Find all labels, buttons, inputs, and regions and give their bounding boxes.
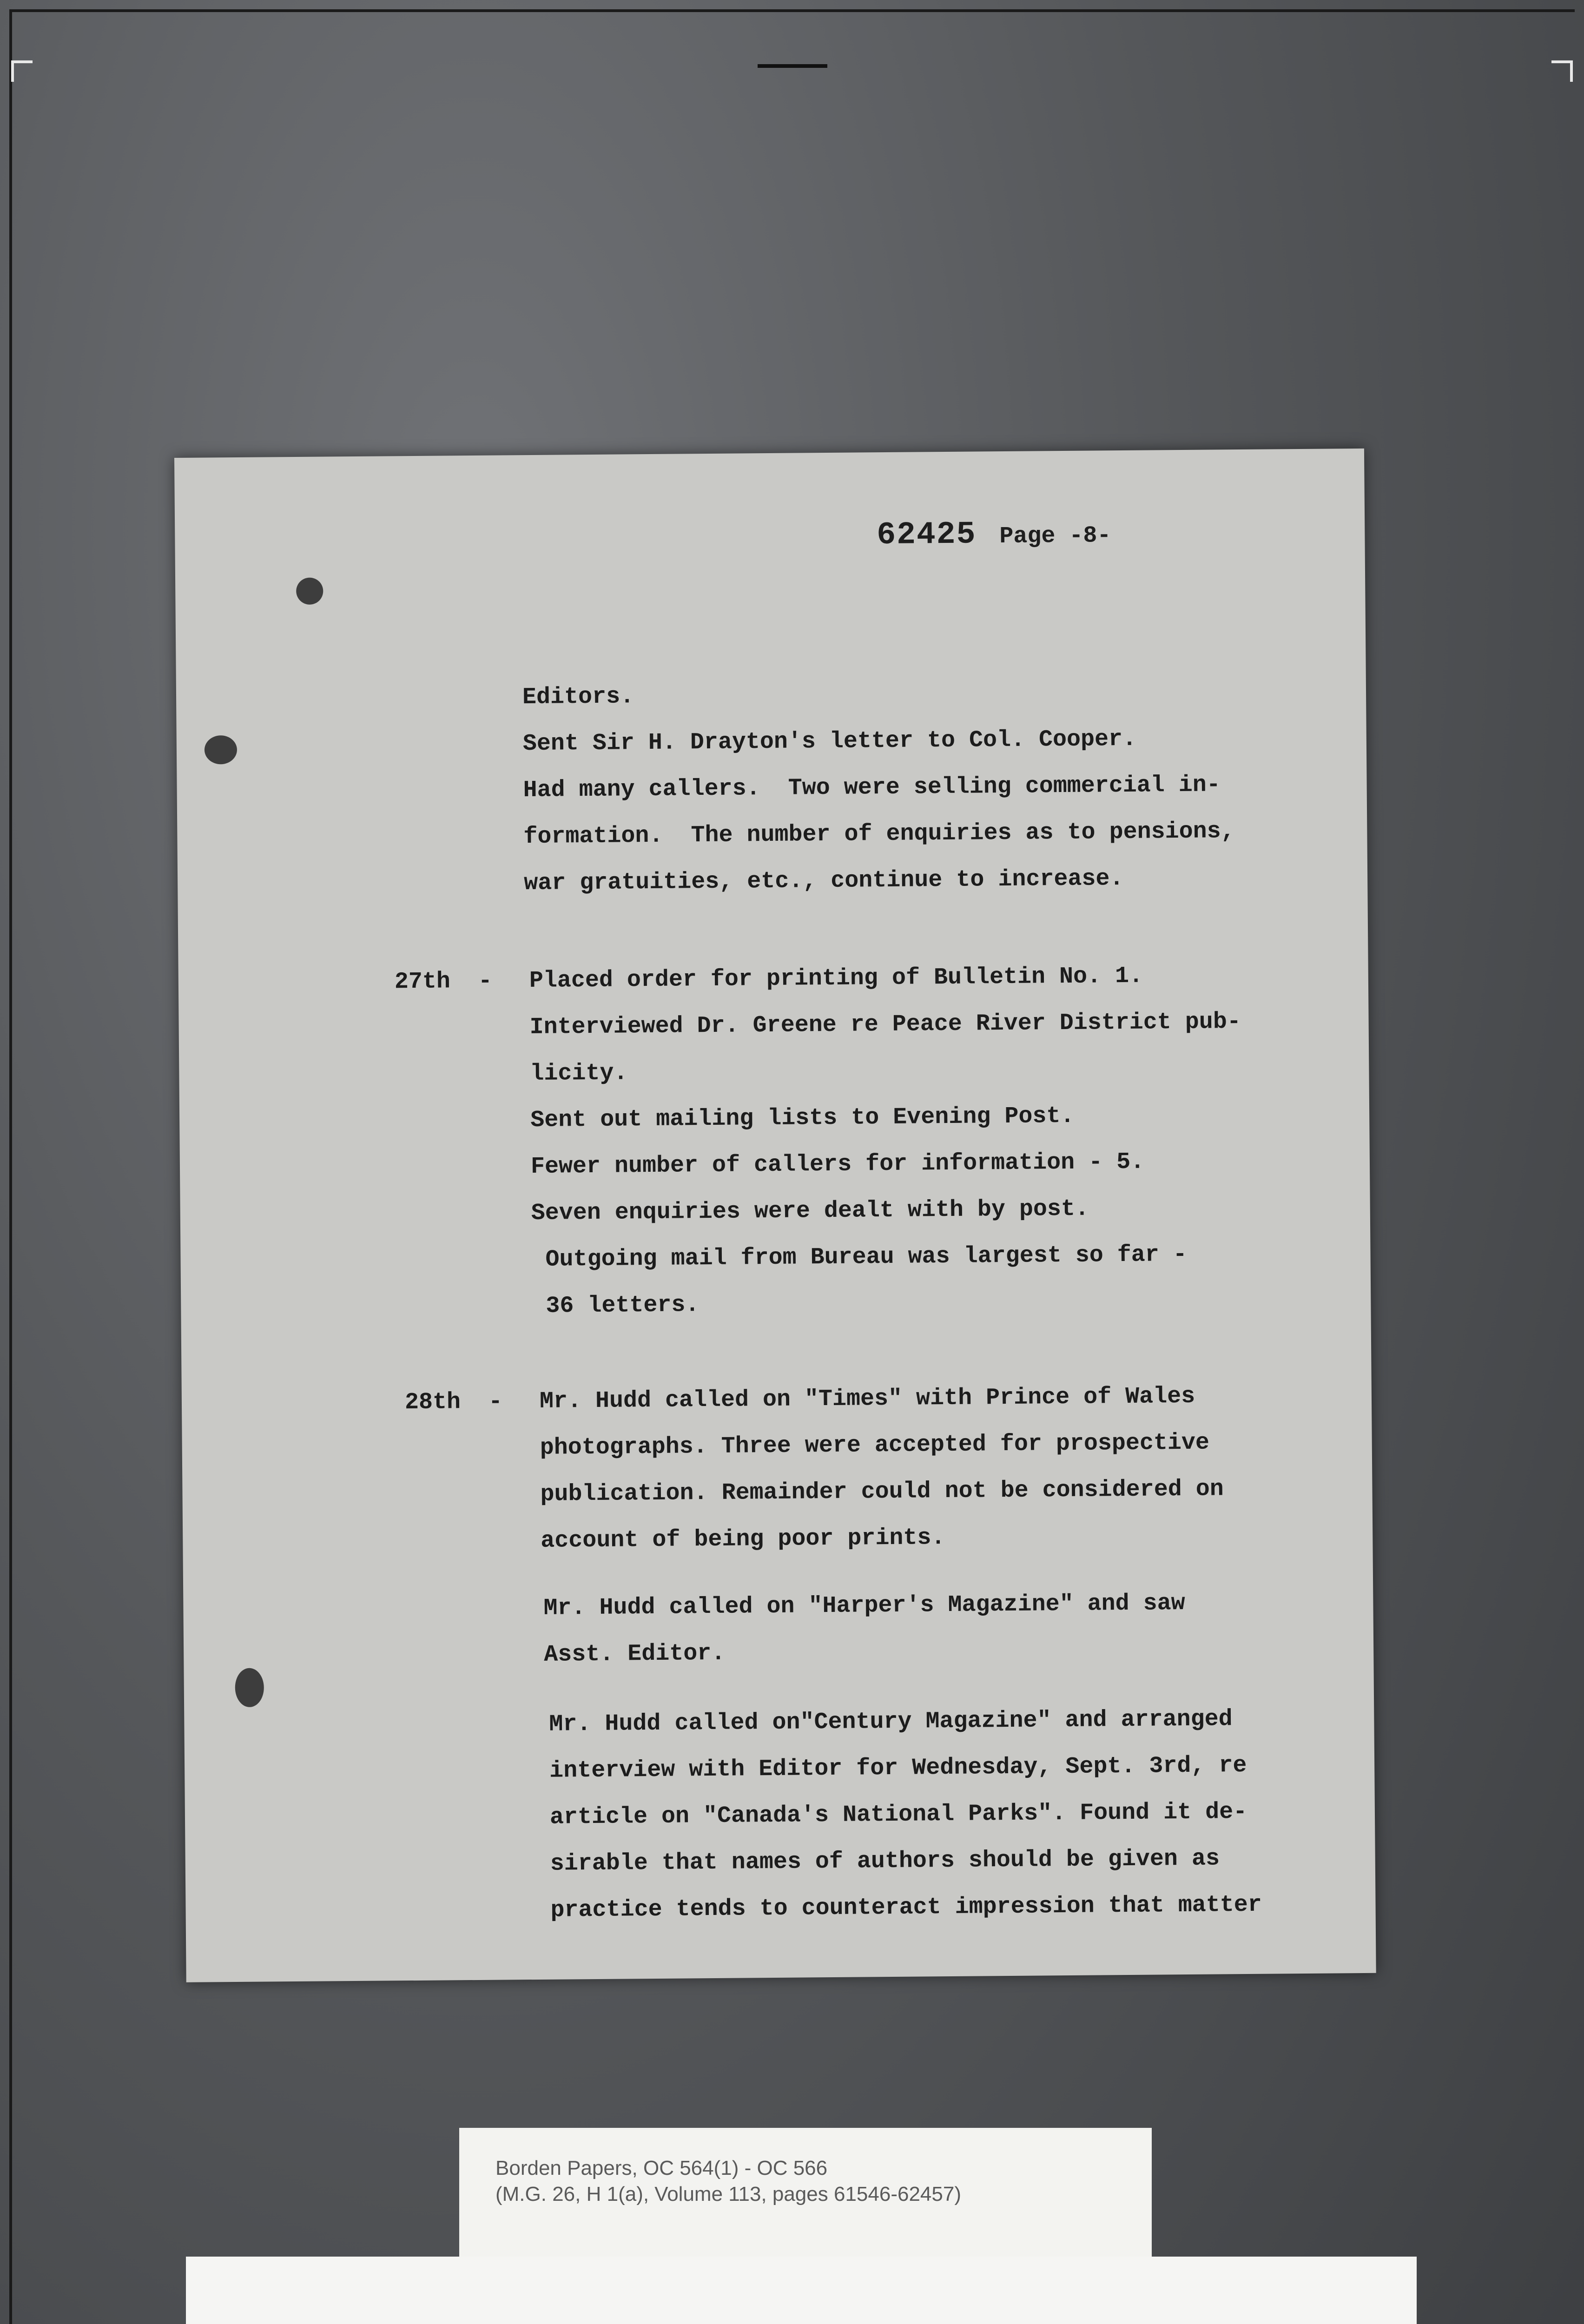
page-header <box>877 515 1111 553</box>
body-line: Sent Sir H. Drayton's letter to Col. Cooper. <box>522 726 1137 758</box>
body-line: article on "Canada's National Parks". Found it de- <box>549 1798 1247 1831</box>
crop-mark-top-left <box>11 60 33 82</box>
body-line: Outgoing mail from Bureau was largest so far - <box>531 1241 1187 1274</box>
body-line: publication. Remainder could not be considered on <box>540 1476 1224 1508</box>
reference-line-2: (M.G. 26, H 1(a), Volume 113, pages 61546-62457) <box>495 2183 961 2205</box>
body-line: war gratuities, etc., continue to increase. <box>523 865 1124 897</box>
body-line: photographs. Three were accepted for prospective <box>540 1429 1210 1461</box>
body-line: Placed order for printing of Bulletin No. 1. <box>529 963 1143 995</box>
body-line: Mr. Hudd called on "Harper's Magazine" and saw <box>543 1590 1185 1622</box>
body-line: Interviewed Dr. Greene re Peace River District pub- <box>529 1009 1241 1041</box>
reference-card <box>459 2128 1152 2272</box>
body-line: Seven enquiries were dealt with by post. <box>531 1195 1089 1227</box>
body-line: licity. <box>530 1060 628 1088</box>
entry-date: 27th - <box>394 968 493 996</box>
page-number-label: Page -8- <box>999 522 1111 550</box>
typed-page <box>174 449 1376 1982</box>
document-number: 62425 <box>877 516 977 554</box>
body-line: sirable that names of authors should be given as <box>550 1845 1220 1877</box>
archives-stamp <box>186 2257 1417 2324</box>
body-line: Sent out mailing lists to Evening Post. <box>530 1103 1075 1134</box>
reference-line-1: Borden Papers, OC 564(1) - OC 566 <box>495 2157 828 2179</box>
body-line: Mr. Hudd called on"Century Magazine" and arranged <box>549 1706 1233 1738</box>
body-line: Asst. Editor. <box>544 1640 726 1668</box>
punch-hole <box>296 577 323 604</box>
entry-date: 28th - <box>404 1388 503 1416</box>
body-line: Mr. Hudd called on "Times" with Prince of Wales <box>539 1383 1195 1415</box>
body-line: 36 letters. <box>532 1292 700 1320</box>
body-line: formation. The number of enquiries as to pensions, <box>523 818 1235 851</box>
body-line: Editors. <box>522 683 634 711</box>
body-line: Fewer number of callers for information - 5. <box>530 1149 1145 1181</box>
body-line: Had many callers. Two were selling commercial in- <box>523 772 1221 804</box>
body-line: account of being poor prints. <box>541 1525 945 1554</box>
body-line: interview with Editor for Wednesday, Sept. 3rd, re <box>549 1752 1247 1784</box>
film-top-dash <box>758 64 827 68</box>
body-line: practice tends to counteract impression that matter <box>550 1891 1262 1924</box>
crop-mark-top-right <box>1551 60 1573 82</box>
